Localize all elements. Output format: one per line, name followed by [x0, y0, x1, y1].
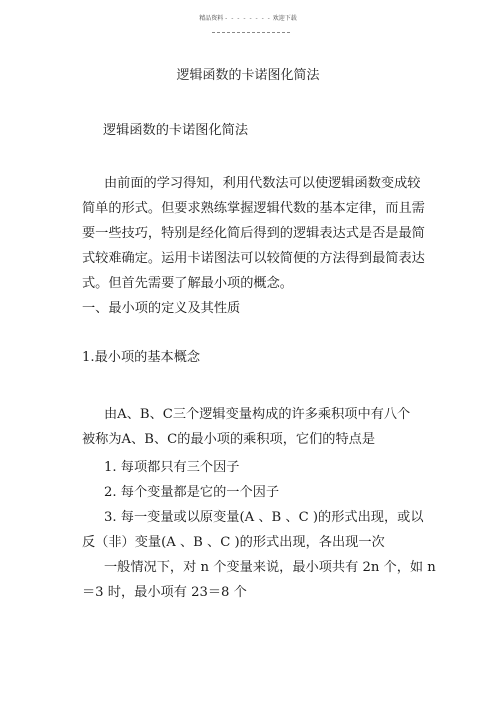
header-divider [212, 32, 290, 33]
para2-line-2: 被称为A、B、C的最小项的乘积项，它们的特点是 [82, 432, 376, 447]
para3-line-1: 一般情况下，对 n 个变量来说，最小项共有 2n 个，如 n [104, 560, 436, 575]
para3-line-2: ＝3 时，最小项有 23＝8 个 [82, 585, 247, 600]
header-left-text: 精品资料 [199, 15, 224, 22]
subsection-heading: 1.最小项的基本概念 [82, 350, 201, 365]
intro-line-1: 由前面的学习得知，利用代数法可以使逻辑函数变成较 [104, 176, 421, 191]
intro-line-3: 要一些技巧，特别是经化简后得到的逻辑表达式是否是最简 [82, 226, 425, 241]
document-title: 逻辑函数的卡诺图化简法 [176, 68, 320, 83]
list-item-2: 2. 每个变量都是它的一个因子 [104, 485, 280, 500]
intro-line-5: 式。但首先需要了解最小项的概念。 [82, 276, 293, 291]
header-right-text: 欢迎下载 [272, 15, 297, 22]
header-dots: - - - - - - - - [225, 15, 271, 22]
list-item-1: 1. 每项都只有三个因子 [104, 460, 240, 475]
intro-line-4: 式较难确定。运用卡诺图法可以较简便的方法得到最简表达 [82, 251, 425, 266]
section-heading: 一、最小项的定义及其性质 [82, 301, 241, 316]
intro-line-2: 简单的形式。但要求熟练掌握逻辑代数的基本定律，而且需 [82, 201, 425, 216]
list-item-3: 3. 每一变量或以原变量(A 、B 、C )的形式出现，或以 [104, 510, 424, 525]
list-item-3-continuation: 反（非）变量(A 、B 、C )的形式出现，各出现一次 [82, 535, 385, 550]
subtitle: 逻辑函数的卡诺图化简法 [103, 123, 249, 138]
page-header [0, 13, 496, 22]
para2-line-1: 由A、B、C三个逻辑变量构成的许多乘积项中有八个 [104, 407, 411, 422]
